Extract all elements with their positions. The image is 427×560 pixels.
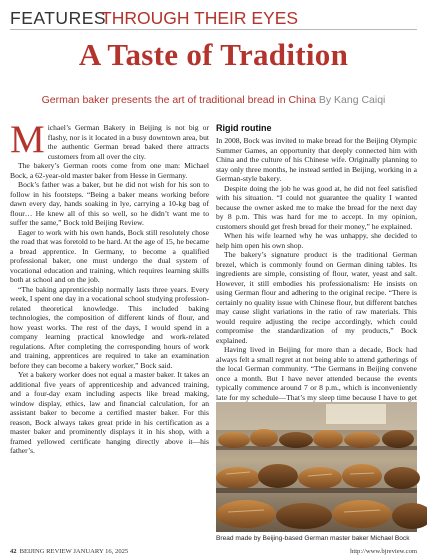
right-column-text [216, 136, 417, 409]
subheading: Rigid routine [216, 123, 272, 133]
paragraph: Despite doing the job he was good at, he did not feel satisfied with his situation. “I could not guarantee the quality I wanted because the owner asked me to make the bread for the next day by 8 p.m. This was hard for me to accept. In my opinion, customers should get fresh bread for their money,” he explained. [216, 183, 417, 231]
footer-left [10, 548, 128, 555]
paragraph: Having lived in Beijing for more than a decade, Bock had always felt a small regret at not being able to attend gatherings of the local German community. “The Germans in Beijing convene once a month. But I have never attended because the events typically commence around 7 or 8 p.m., which is inconveniently late for my schedule—That’s my sleep time because I have to get [216, 345, 417, 402]
bread-photo [216, 402, 417, 532]
paragraph: The bakery’s signature product is the traditional German brezel, which is commonly found on German dining tables. Its ingredients are simple, consisting of flour, water, yeast and salt. However, it still embodies his professionalism: He insists on using German flour and adhering to the original recipe. “There is certainly no quality issue with Chinese flour, but different batches may cause slight variations in the ratio of raw materials. This would require adjusting the recipe accordingly, which could compromise the standardization of my products,” Bock explained. [216, 250, 417, 345]
bread-photo-illustration [216, 402, 417, 532]
page-number: 42 [10, 548, 17, 555]
article-subtitle [0, 94, 427, 106]
subtitle-text: German baker presents the art of traditional bread in China [41, 94, 316, 106]
paragraph: ichael’s German Bakery in Beijing is not big or flashy, nor is it located in a busy downtown area, but the authentic German bread baked there attracts customers from all over the city. [47, 123, 209, 161]
paragraph: The bakery’s German roots come from one man: Michael Bock, a 62-year-old master baker from Hesse in Germany. [10, 161, 209, 180]
paragraph: “The baking apprenticeship normally lasts three years. Every week, I spent one day in a vocational school studying profession-related theoretical knowledge. This included baking technologies, the composition of different kinds of flour, and how yeast works. The rest of the days, I would spend in a company learning practical knowledge and work-related regulations. After completing the corresponding hours of work and training, apprentices are required to take an examination before they can become a bakery worker,” Bock said. [10, 284, 209, 370]
byline: By Kang Caiqi [318, 94, 386, 106]
section-sublabel: THROUGH THEIR EYES [101, 8, 299, 28]
section-header [10, 5, 417, 30]
paragraph: Eager to work with his own hands, Bock still resolutely chose the road that was foretold to be hard. At the age of 15, he became a bread apprentice. In Germany, to become a qualified professional baker, one must undergo the dual system of vocational education and training, which requires learning skills both at school and on the job. [10, 227, 209, 284]
right-column [216, 123, 417, 409]
drop-cap: M [10, 118, 45, 161]
left-column [10, 118, 209, 545]
paragraph: Bock’s father was a baker, but he did not wish for his son to follow in his footsteps. “Being a baker means working before dawn every day, hands soaking in lye, carrying a 10-kg bag of flour… He knew all of this so well, so he didn’t want me to suffer the same,” Bock told Beijing Review. [10, 180, 209, 227]
paragraph: Yet a bakery worker does not equal a master baker. It takes an additional five years of apprenticeship and advanced training, and a four-day exam including aspects like bread making, window display, ethics, law and financial calculation, for an assistant baker to become a certified master baker. For this reason, Bock always takes great pride in his certification as a master baker and prominently displays it in his shop, with a framed yellowed certificate hanging directly above it—his father’s. [10, 370, 209, 455]
article-title: A Taste of Tradition [78, 37, 349, 72]
publication-line: BEIJING REVIEW JANUARY 16, 2025 [19, 548, 129, 555]
paragraph: In 2008, Bock was invited to make bread for the Beijing Olympic Summer Games, an opportunity that deeply connected him with China and the culture of his Chinese wife. Originally planning to stay only three months, he instead settled in Beijing, working in a German-style bakery. [216, 136, 417, 183]
photo-caption: Bread made by Beijing-based German master baker Michael Bock [216, 535, 410, 542]
website-link[interactable]: http://www.bjreview.com [350, 548, 417, 555]
section-label: FEATURES [10, 8, 107, 28]
page-footer [10, 548, 417, 558]
paragraph: When his wife learned why he was unhappy, she decided to help him open his own shop. [216, 231, 417, 250]
